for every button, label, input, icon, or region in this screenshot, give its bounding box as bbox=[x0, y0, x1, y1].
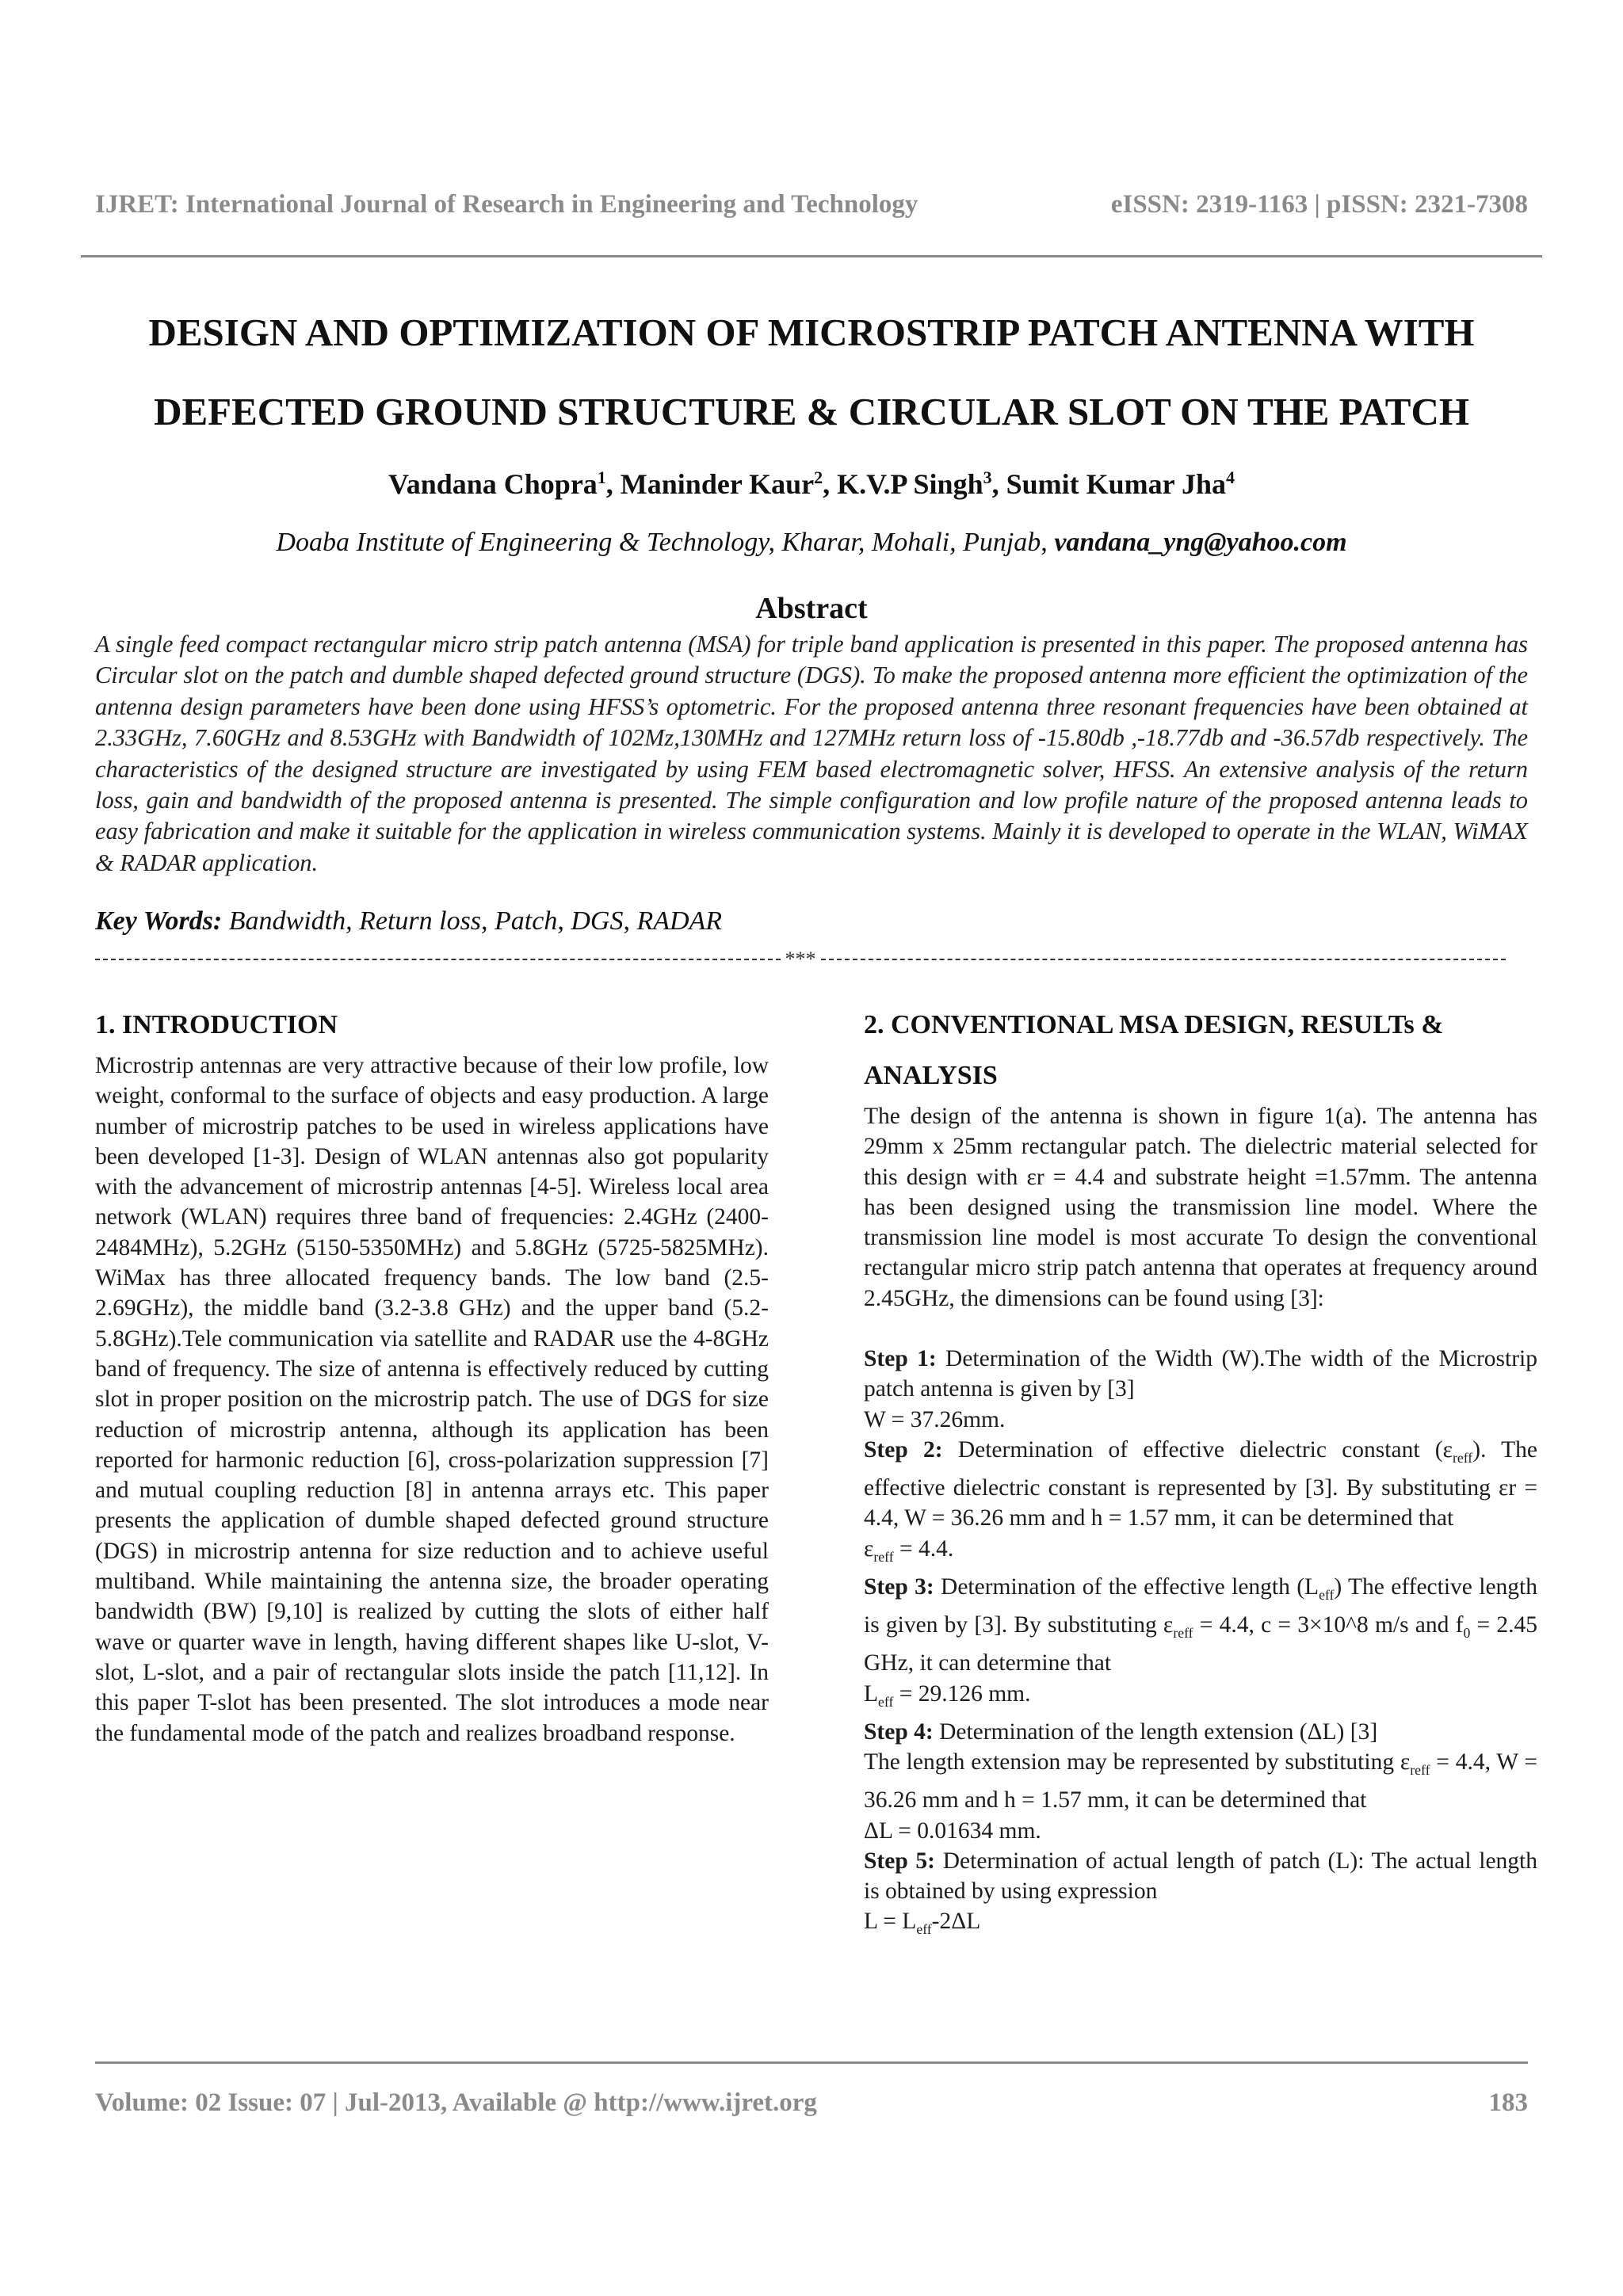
author-name: K.V.P Singh bbox=[837, 468, 983, 500]
step-text: Determination of actual length of patch (L): The actual length is obtained by using expression bbox=[864, 1848, 1537, 1905]
affiliation-text: Doaba Institute of Engineering & Technology, Kharar, Mohali, Punjab, bbox=[276, 528, 1055, 557]
step-label: Step 3: bbox=[864, 1573, 934, 1600]
step-4 bbox=[864, 1717, 1537, 1747]
author-affil-mark: 4 bbox=[1225, 467, 1235, 487]
step-text: = 4.4, W = 36.26 mm and h = 1.57 mm, it can be determined that bbox=[864, 1749, 1537, 1814]
subscript: reff bbox=[1453, 1449, 1473, 1466]
step-label: Step 4: bbox=[864, 1718, 934, 1745]
step-label: Step 2: bbox=[864, 1436, 943, 1463]
section-heading: 1. INTRODUCTION bbox=[95, 1010, 338, 1039]
abstract-text: A single feed compact rectangular micro strip patch antenna (MSA) for triple band application is presented in this paper. The proposed antenna has Circular slot on the patch and dumble shaped defected ground structure (DGS). To make the proposed antenna more efficient the optimization of the antenna design parameters have been done using HFSS’s optometric. For the proposed antenna three resonant frequencies have been obtained at 2.33GHz, 7.60GHz and 8.53GHz with Bandwidth of 102Mz,130MHz and 127MHz return loss of -15.80db ,-18.77db and -36.57db respectively. The characteristics of the designed structure are investigated by using FEM based electromagnetic solver, HFSS. An extensive analysis of the return loss, gain and bandwidth of the proposed antenna is presented. The simple configuration and low profile nature of the proposed antenna leads to easy fabrication and make it suitable for the application in wireless communication systems. Mainly it is developed to operate in the WLAN, WiMAX & RADAR application. bbox=[95, 631, 1528, 876]
step-2 bbox=[864, 1435, 1537, 1534]
section-separator bbox=[95, 948, 1506, 971]
subscript: reff bbox=[1173, 1625, 1193, 1642]
footer-rule bbox=[95, 2061, 1528, 2064]
title-line: DESIGN AND OPTIMIZATION OF MICROSTRIP PATCH ANTENNA WITH bbox=[148, 311, 1475, 354]
step-1 bbox=[864, 1344, 1537, 1405]
section-heading-line: ANALYSIS bbox=[864, 1061, 998, 1090]
value: = 4.4. bbox=[893, 1535, 954, 1562]
step-text: Determination of the effective length (L bbox=[934, 1573, 1319, 1600]
journal-name: IJRET: International Journal of Research in Engineering and Technology bbox=[95, 190, 918, 219]
spacer bbox=[864, 1314, 1537, 1344]
step-text: = 4.4, c = 3×10^8 m/s and f bbox=[1193, 1612, 1464, 1638]
section-heading bbox=[864, 1000, 1537, 1101]
step-text: The length extension may be represented by substituting ε bbox=[864, 1749, 1411, 1775]
issn: eISSN: 2319-1163 | pISSN: 2321-7308 bbox=[1110, 190, 1528, 219]
step-3 bbox=[864, 1572, 1537, 1679]
introduction-text: Microstrip antennas are very attractive because of their low profile, low weight, conformal to the surface of objects and easy production. A large number of microstrip patches to be used in wireless applications have been developed [1-3]. Design of WLAN antennas also got popularity with the advancement of microstrip antennas [4-5]. Wireless local area network (WLAN) requires three band of frequencies: 2.4GHz (2400-2484MHz), 5.2GHz (5150-5350MHz) and 5.8GHz (5725-5825MHz). WiMax has three allocated frequency bands. The low band (2.5-2.69GHz), the middle band (3.2-3.8 GHz) and the upper band (5.2-5.8GHz).Tele communication via satellite and RADAR use the 4-8GHz band of frequency. The size of antenna is effectively reduced by cutting slot in proper position on the microstrip patch. The use of DGS for size reduction of microstrip antenna, although its application has been reported for harmonic reduction [6], cross-polarization suppression [7] and mutual coupling reduction [8] in antenna arrays etc. This paper presents the application of dumble shaped defected ground structure (DGS) in microstrip antenna for size reduction and to achieve useful multiband. While maintaining the antenna size, the broader operating bandwidth (BW) [9,10] is realized by cutting the slots of either half wave or quarter wave in length, having different shapes like U-slot, V-slot, L-slot, and a pair of rectangular slots inside the patch [11,12]. In this paper T-slot has been presented. The slot introduces a mode near the fundamental mode of the patch and realizes broadband response. bbox=[95, 1053, 769, 1746]
keywords bbox=[95, 906, 1528, 936]
author-separator: , bbox=[605, 468, 621, 500]
abstract-heading: Abstract bbox=[755, 592, 868, 625]
author-affil-mark: 3 bbox=[983, 467, 992, 487]
footer-volume: Volume: 02 Issue: 07 | Jul-2013, Available @ http://www.ijret.org bbox=[95, 2088, 817, 2117]
subscript: eff bbox=[1319, 1586, 1335, 1603]
step-label: Step 1: bbox=[864, 1346, 937, 1372]
step-text: ). The effective dielectric constant is represented by [3]. By substituting εr = 4.4, W = 36.26 mm and h = 1.57 mm, it can be determined that bbox=[864, 1436, 1537, 1531]
section-heading-line: 2. CONVENTIONAL MSA DESIGN, RESULTs & bbox=[864, 1010, 1444, 1039]
step-5-result bbox=[864, 1906, 1537, 1944]
author-affil-mark: 2 bbox=[814, 467, 823, 487]
subscript: 0 bbox=[1463, 1625, 1471, 1642]
author-email: vandana_yng@yahoo.com bbox=[1054, 528, 1347, 557]
subscript: eff bbox=[916, 1921, 932, 1938]
step-text: Determination of the Width (W).The width of the Microstrip patch antenna is given by [3] bbox=[864, 1346, 1537, 1402]
left-column bbox=[95, 1000, 769, 1749]
header-rule bbox=[81, 255, 1542, 257]
author-separator: , bbox=[823, 468, 838, 500]
subscript: reff bbox=[1410, 1761, 1430, 1778]
subscript: eff bbox=[878, 1693, 894, 1710]
step-1-result: W = 37.26mm. bbox=[864, 1406, 1006, 1432]
symbol: ε bbox=[864, 1535, 874, 1562]
step-3-result bbox=[864, 1679, 1537, 1717]
title-line: DEFECTED GROUND STRUCTURE & CIRCULAR SLOT ON THE PATCH bbox=[154, 390, 1469, 433]
author-list bbox=[71, 467, 1552, 501]
step-text: = 2.45 GHz, it can determine that bbox=[864, 1612, 1538, 1676]
dash-line bbox=[95, 959, 781, 960]
step-4-body bbox=[864, 1747, 1537, 1815]
author-affil-mark: 1 bbox=[597, 467, 606, 487]
step-2-result bbox=[864, 1534, 1537, 1572]
dash-line bbox=[821, 959, 1507, 960]
step-text: Determination of effective dielectric constant (ε bbox=[942, 1436, 1453, 1463]
value: = 29.126 mm. bbox=[893, 1680, 1031, 1707]
page-number: 183 bbox=[1488, 2088, 1528, 2117]
affiliation bbox=[71, 528, 1552, 558]
author-separator: , bbox=[991, 468, 1006, 500]
right-column bbox=[864, 1000, 1537, 1945]
author-name: Vandana Chopra bbox=[388, 468, 598, 500]
page-footer bbox=[95, 2088, 1528, 2118]
subscript: reff bbox=[873, 1548, 894, 1565]
step-text: ) The effective length is given by [3]. By substituting ε bbox=[864, 1573, 1537, 1638]
value: L = L bbox=[864, 1909, 917, 1935]
step-label: Step 5: bbox=[864, 1848, 936, 1874]
design-intro: The design of the antenna is shown in figure 1(a). The antenna has 29mm x 25mm rectangular patch. The dielectric material selected for this design with εr = 4.4 and substrate height =1.57mm. The antenna has been designed using the transmission line model. Where the transmission line model is most accurate To design the conventional rectangular micro strip patch antenna that operates at frequency around 2.45GHz, the dimensions can be found using [3]: bbox=[864, 1104, 1537, 1311]
step-4-result: ΔL = 0.01634 mm. bbox=[864, 1817, 1041, 1844]
step-5 bbox=[864, 1846, 1537, 1907]
author-name: Sumit Kumar Jha bbox=[1006, 468, 1226, 500]
author-name: Maninder Kaur bbox=[620, 468, 815, 500]
paper-title bbox=[71, 293, 1552, 452]
step-text: Determination of the length extension (ΔL) [3] bbox=[933, 1718, 1378, 1745]
keywords-list: Bandwidth, Return loss, Patch, DGS, RADAR bbox=[222, 906, 723, 936]
symbol: L bbox=[864, 1680, 879, 1707]
value: -2ΔL bbox=[931, 1909, 981, 1935]
keywords-label: Key Words: bbox=[95, 906, 223, 936]
separator-mark: *** bbox=[785, 948, 816, 971]
